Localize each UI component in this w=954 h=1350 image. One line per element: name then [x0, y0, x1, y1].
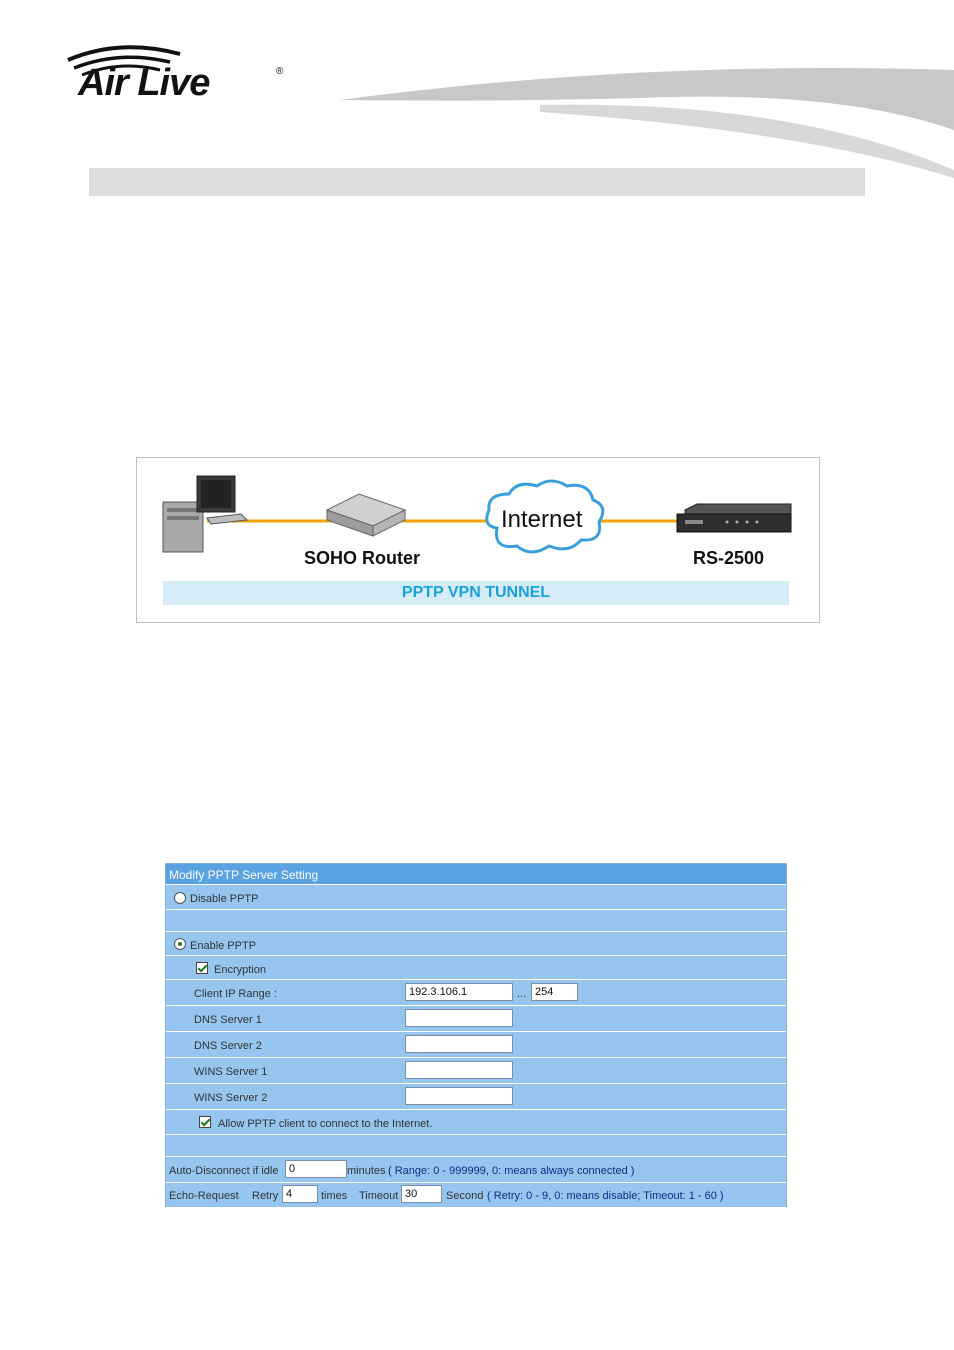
- spacer-row-2: [166, 1135, 786, 1157]
- dns2-row: [166, 1032, 786, 1058]
- enable-pptp-label: Enable PPTP: [190, 940, 257, 952]
- dns2-label: DNS Server 2: [194, 1040, 262, 1052]
- wins1-row: [166, 1058, 786, 1084]
- idle-unit-label: minutes: [347, 1165, 386, 1177]
- allow-internet-label: Allow PPTP client to connect to the Internet.: [218, 1118, 433, 1130]
- enable-pptp-radio[interactable]: [174, 938, 186, 950]
- retry-label: Retry: [252, 1190, 279, 1202]
- wins1-label: WINS Server 1: [194, 1066, 268, 1078]
- brand-logo-text: Air Live: [78, 62, 210, 104]
- section-title-bar: [89, 168, 865, 196]
- pptp-tunnel-label: PPTP VPN TUNNEL: [163, 581, 789, 605]
- pptp-network-diagram: [136, 457, 820, 623]
- computer-icon: [163, 476, 247, 552]
- panel-header: [166, 864, 786, 885]
- disable-pptp-label: Disable PPTP: [190, 893, 259, 905]
- soho-router-label: SOHO Router: [304, 548, 421, 568]
- wins1-input[interactable]: [405, 1061, 513, 1079]
- idle-minutes-input[interactable]: 0: [285, 1160, 347, 1178]
- registered-mark: ®: [276, 66, 284, 77]
- wins2-input[interactable]: [405, 1087, 513, 1105]
- wins2-label: WINS Server 2: [194, 1092, 268, 1104]
- auto-disconnect-row: [166, 1157, 786, 1183]
- header-swoosh-decoration: [340, 60, 954, 180]
- client-ip-end-input[interactable]: 254: [531, 983, 578, 1001]
- auto-disconnect-label: Auto-Disconnect if idle: [169, 1165, 279, 1177]
- internet-label: Internet: [501, 506, 583, 533]
- echo-request-row: [166, 1183, 786, 1207]
- encryption-checkbox[interactable]: [196, 962, 208, 974]
- soho-router-icon: [327, 494, 405, 536]
- timeout-label: Timeout: [359, 1190, 399, 1202]
- dns1-label: DNS Server 1: [194, 1014, 262, 1026]
- client-ip-label: Client IP Range :: [194, 988, 277, 1000]
- retry-input[interactable]: 4: [282, 1185, 318, 1203]
- wins2-row: [166, 1084, 786, 1110]
- idle-range-note: ( Range: 0 - 999999, 0: means always connected ): [388, 1165, 635, 1177]
- rs2500-device-icon: [677, 504, 791, 532]
- allow-internet-checkbox[interactable]: [199, 1116, 211, 1128]
- spacer-row: [166, 910, 786, 932]
- echo-request-label: Echo-Request: [169, 1190, 239, 1202]
- disable-pptp-row: [166, 885, 786, 910]
- echo-range-note: ( Retry: 0 - 9, 0: means disable; Timeout: 1 - 60 ): [487, 1190, 724, 1202]
- client-ip-separator: ...: [517, 988, 527, 1000]
- disable-pptp-radio[interactable]: [174, 892, 186, 904]
- allow-internet-row: [166, 1110, 786, 1135]
- pptp-server-settings-panel: [165, 863, 787, 1207]
- client-ip-row: [166, 980, 786, 1006]
- times-label: times: [321, 1190, 348, 1202]
- dns1-row: [166, 1006, 786, 1032]
- panel-title: Modify PPTP Server Setting: [169, 868, 319, 882]
- client-ip-start-input[interactable]: 192.3.106.1: [405, 983, 513, 1001]
- encryption-row: [166, 956, 786, 980]
- dns1-input[interactable]: [405, 1009, 513, 1027]
- dns2-input[interactable]: [405, 1035, 513, 1053]
- second-label: Second: [446, 1190, 484, 1202]
- encryption-label: Encryption: [214, 964, 266, 976]
- timeout-input[interactable]: 30: [401, 1185, 442, 1203]
- rs2500-label: RS-2500: [693, 548, 765, 568]
- enable-pptp-row: [166, 932, 786, 956]
